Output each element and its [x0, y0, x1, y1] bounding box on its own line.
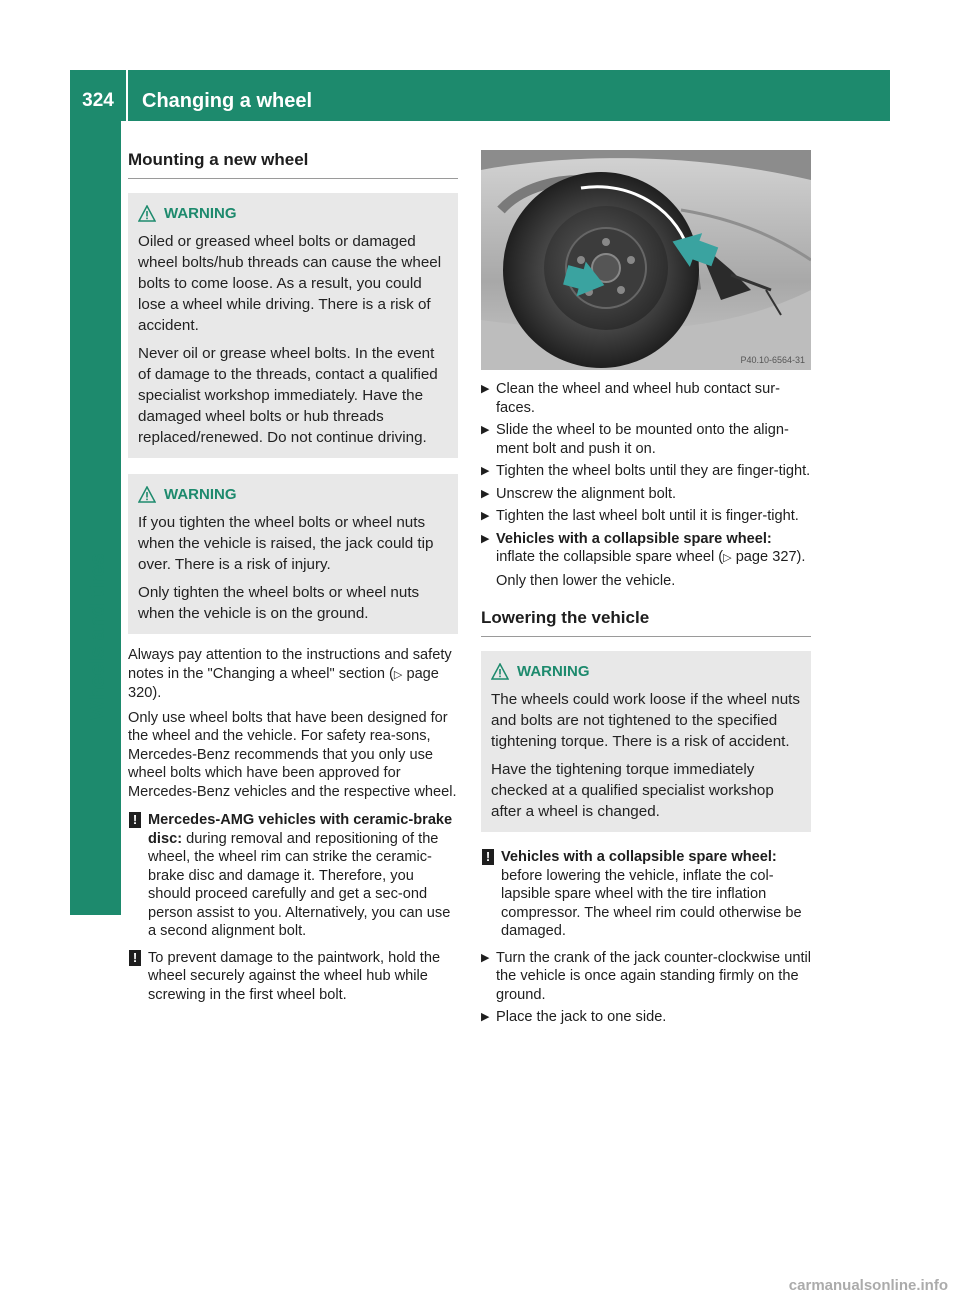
step-text: Slide the wheel to be mounted onto the align-ment bolt and push it on. — [496, 422, 789, 457]
step-item — [481, 949, 811, 1005]
step-text: Tighten the last wheel bolt until it is finger-tight. — [496, 508, 799, 524]
paragraph — [128, 646, 458, 703]
warning-header — [138, 205, 448, 222]
warning-box — [128, 193, 458, 458]
warning-title: WARNING — [164, 205, 237, 222]
page-ref-icon: ▷ — [393, 668, 403, 681]
step-text: Unscrew the alignment bolt. — [496, 485, 677, 502]
step-item — [481, 380, 811, 417]
note-body — [148, 811, 458, 941]
note — [128, 811, 458, 941]
warning-text: The wheels could work loose if the wheel nuts and bolts are not tightened to the specified tightening torque. There is a risk of accident. — [491, 691, 800, 750]
step-item — [481, 1008, 811, 1027]
warning-triangle-icon — [138, 205, 156, 222]
right-column — [481, 150, 811, 1031]
step-subline: Only then lower the vehicle. — [496, 572, 676, 589]
note-body — [501, 848, 811, 941]
warning-triangle-icon — [491, 663, 509, 680]
warning-text: Never oil or grease wheel bolts. In the event of damage to the threads, contact a qualified specialist workshop immediately. Have the damaged wheel bolts or hub threads replaced/renewed. Do not continue driving. — [138, 345, 438, 446]
note — [128, 949, 458, 1005]
step-arrow-icon: ▶ — [481, 532, 490, 545]
step-arrow-icon: ▶ — [481, 487, 490, 500]
heading-mounting: Mounting a new wheel — [128, 150, 458, 179]
heading-lowering: Lowering the vehicle — [481, 608, 811, 637]
step-text: Tighten the wheel bolts until they are finger-tight. — [496, 463, 811, 479]
header-bar — [70, 70, 890, 121]
warning-title: WARNING — [517, 663, 590, 680]
step-item — [481, 530, 811, 568]
warning-header — [138, 486, 448, 503]
step-arrow-icon: ▶ — [481, 951, 490, 964]
step-text — [496, 530, 811, 568]
warning-title: WARNING — [164, 486, 237, 503]
side-tab-label: Wheels and tires — [86, 553, 109, 720]
warning-text: If you tighten the wheel bolts or wheel nuts when the vehicle is raised, the jack could tip over. There is a risk of injury. — [138, 514, 434, 573]
step-text: Turn the crank of the jack counter-clockwise until the vehicle is once again standing firmly on the ground. — [496, 949, 811, 1003]
warning-triangle-icon — [138, 486, 156, 503]
step-arrow-icon: ▶ — [481, 424, 490, 436]
paragraph: Only use wheel bolts that have been designed for the wheel and the vehicle. For safety rea-sons, Mercedes-Benz recommends that you only use wheel bolts which have been approved for Mercedes-Benz vehicles and the respective wheel. — [128, 709, 457, 800]
step-item — [481, 507, 811, 526]
step-item — [481, 462, 811, 481]
wheel-illustration — [481, 150, 811, 370]
step-bold: Vehicles with a collapsible spare wheel: — [496, 530, 772, 547]
paragraph-text: Always pay attention to the instructions and safety notes in the "Changing a wheel" section ( — [128, 647, 452, 682]
step-arrow-icon: ▶ — [481, 465, 490, 477]
section-title: Changing a wheel — [142, 90, 313, 112]
step-arrow-icon: ▶ — [481, 383, 490, 395]
exclamation-icon: ! — [129, 812, 141, 828]
step-text-part: inflate the collapsible spare wheel ( — [496, 549, 724, 565]
note-text: before lowering the vehicle, inflate the col-lapsible spare wheel with the tire inflation compressor. The wheel rim could otherwise be damaged. — [501, 867, 802, 939]
note-text: To prevent damage to the paintwork, hold the wheel securely against the wheel hub while screwing in the first wheel bolt. — [148, 949, 441, 1003]
warning-box — [481, 651, 811, 832]
step-text: Place the jack to one side. — [496, 1009, 667, 1025]
page-ref-link[interactable]: page 320). — [128, 665, 439, 701]
step-item — [481, 421, 811, 458]
warning-box — [128, 474, 458, 634]
left-column — [128, 150, 458, 1012]
mount-steps — [481, 380, 811, 590]
warning-text: Have the tightening torque immediately checked at a qualified specialist workshop after a wheel is changed. — [491, 761, 774, 820]
watermark: carmanualsonline.info — [788, 1277, 948, 1294]
header-divider — [126, 70, 128, 121]
step-arrow-icon: ▶ — [481, 1011, 490, 1023]
step-arrow-icon: ▶ — [481, 510, 490, 522]
warning-text: Oiled or greased wheel bolts or damaged wheel bolts/hub threads can cause the wheel bolts to come loose. As a result, you could lose a wheel while driving. There is a risk of accident. — [138, 233, 442, 334]
warning-text: Only tighten the wheel bolts or wheel nuts when the vehicle is on the ground. — [138, 584, 420, 622]
exclamation-icon: ! — [482, 849, 494, 865]
step-text: Clean the wheel and wheel hub contact sur-faces. — [496, 381, 780, 416]
side-tab — [70, 121, 121, 915]
step-item — [481, 485, 811, 504]
exclamation-icon: ! — [129, 950, 141, 966]
note-text: during removal and repositioning of the wheel, the wheel rim can strike the ceramic-brake disc and damage it. Therefore, you should proceed carefully and get a sec-ond person assist to you. Alternatively, you can use a second alignment bolt. — [148, 830, 451, 939]
photo-code: P40.10-6564-31 — [740, 355, 805, 365]
note-bold: Vehicles with a collapsible spare wheel: — [501, 849, 777, 865]
note-bold: Mercedes-AMG vehicles with ceramic-brake disc: — [148, 812, 453, 847]
page-ref-link[interactable]: page 327). — [735, 549, 806, 565]
note — [481, 848, 811, 941]
wheel-photo — [481, 150, 811, 370]
page-ref-icon: ▷ — [723, 552, 732, 564]
warning-header — [491, 663, 801, 680]
page-number: 324 — [82, 90, 114, 111]
